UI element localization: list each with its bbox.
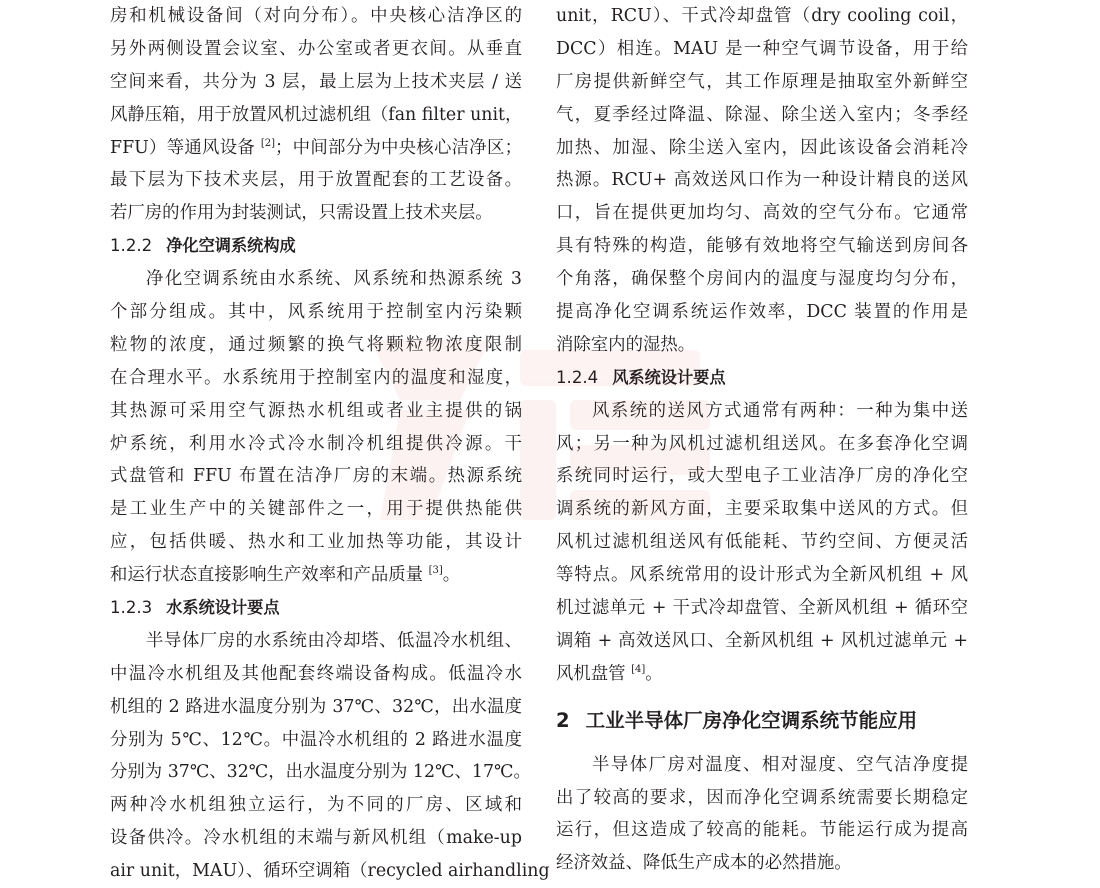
text-line: 式盘管和 FFU 布置在洁净厂房的末端。热源系统 bbox=[110, 466, 522, 487]
text-line: unit，RCU）、干式冷却盘管（dry cooling coil， bbox=[556, 6, 968, 26]
text-line: 炉系统，利用水冷式冷水制冷机组提供冷源。干 bbox=[110, 433, 522, 454]
text-line: 分别为 37℃、32℃，出水温度分别为 12℃、17℃。 bbox=[110, 762, 531, 783]
heading-number: 1.2.4 bbox=[556, 367, 599, 387]
citation-ref: [2] bbox=[260, 137, 276, 149]
text-line: 若厂房的作用为封装测试，只需设置上技术夹层。 bbox=[110, 203, 493, 224]
text-line: 机过滤单元 + 干式冷却盘管、全新风机组 + 循环空 bbox=[556, 598, 968, 619]
text-line: 风机过滤机组送风有低能耗、节约空间、方便灵活 bbox=[556, 532, 968, 553]
citation-ref: [3] bbox=[428, 565, 443, 577]
subsection-heading-1-2-3 bbox=[110, 592, 522, 625]
text-line: 应，包括供暖、热水和工业加热等功能，其设计 bbox=[110, 532, 522, 553]
heading-title: 风系统设计要点 bbox=[612, 367, 726, 387]
text-segment: ；中间部分为中央核心洁净区； bbox=[275, 137, 522, 158]
text-line: DCC）相连。MAU 是一种空气调节设备，用于给 bbox=[556, 38, 968, 59]
text-line: 半导体厂房的水系统由冷却塔、低温冷水机组、 bbox=[146, 630, 522, 651]
text-line: 加热、加湿、除尘送入室内，因此该设备会消耗冷 bbox=[556, 137, 968, 158]
subsection-heading-1-2-2 bbox=[110, 230, 522, 263]
text-segment: 风机盘管 bbox=[556, 663, 626, 684]
text-line: 其热源可采用空气源热水机组或者业主提供的锅 bbox=[110, 400, 522, 421]
text-line: 气，夏季经过降温、除湿、除尘送入室内；冬季经 bbox=[556, 104, 968, 125]
left-column bbox=[110, 0, 550, 888]
text-line: 调系统的新风方面，主要采取集中送风的方式。但 bbox=[556, 499, 968, 520]
text-line: 风静压箱，用于放置风机过滤机组（fan filter unit， bbox=[110, 104, 523, 125]
text-line: air unit，MAU）、循环空调箱（recycled airhandling bbox=[110, 861, 550, 882]
text-line: 提高净化空调系统运作效率，DCC 装置的作用是 bbox=[556, 302, 968, 323]
section-heading-2 bbox=[556, 693, 968, 749]
text-line: 个角落，确保整个房间内的温度与湿度均匀分布， bbox=[556, 269, 968, 290]
text-line: 机组的 2 路进水温度分别为 37℃、32℃，出水温度 bbox=[110, 696, 522, 717]
text-line: 设备供冷。冷水机组的末端与新风机组（make-up bbox=[110, 828, 522, 849]
text-line: 分别为 5℃、12℃。中温冷水机组的 2 路进水温度 bbox=[110, 729, 522, 750]
right-column bbox=[556, 0, 968, 880]
text-line bbox=[110, 132, 522, 165]
text-line: 厂房提供新鲜空气，其工作原理是抽取室外新鲜空 bbox=[556, 71, 968, 92]
text-line bbox=[110, 559, 522, 592]
text-line: 两种冷水机组独立运行，为不同的厂房、区域和 bbox=[110, 795, 522, 816]
heading-number: 2 bbox=[556, 708, 570, 732]
text-segment: FFU）等通风设备 bbox=[110, 137, 256, 158]
heading-number: 1.2.3 bbox=[110, 598, 153, 618]
text-line: 另外两侧设置会议室、办公室或者更衣间。从垂直 bbox=[110, 38, 522, 59]
text-line: 是工业生产中的关键部件之一，用于提供热能供 bbox=[110, 499, 522, 520]
heading-number: 1.2.2 bbox=[110, 236, 153, 256]
text-line: 在合理水平。水系统用于控制室内的温度和湿度， bbox=[110, 367, 522, 388]
text-line: 房和机械设备间（对向分布）。中央核心洁净区的 bbox=[110, 6, 522, 26]
text-line: 等特点。风系统常用的设计形式为全新风机组 + 风 bbox=[556, 565, 968, 586]
text-line: 风；另一种为风机过滤机组送风。在多套净化空调 bbox=[556, 433, 968, 454]
text-line: 半导体厂房对温度、相对湿度、空气洁净度提 bbox=[592, 754, 968, 775]
text-line: 消除室内的湿热。 bbox=[556, 334, 696, 355]
text-line: 调箱 + 高效送风口、全新风机组 + 风机过滤单元 + bbox=[556, 630, 968, 651]
heading-title: 净化空调系统构成 bbox=[166, 236, 296, 256]
text-line: 热源。RCU+ 高效送风口作为一种设计精良的送风 bbox=[556, 170, 968, 191]
text-line: 空间来看，共分为 3 层，最上层为上技术夹层 / 送 bbox=[110, 71, 522, 92]
text-segment: 。 bbox=[645, 663, 663, 684]
text-line: 口，旨在提供更加均匀、高效的空气分布。它通常 bbox=[556, 203, 968, 224]
text-segment: 和运行状态直接影响生产效率和产品质量 bbox=[110, 565, 424, 586]
text-line: 中温冷水机组及其他配套终端设备构成。低温冷水 bbox=[110, 663, 522, 684]
subsection-heading-1-2-4 bbox=[556, 362, 968, 395]
text-line: 最下层为下技术夹层，用于放置配套的工艺设备。 bbox=[110, 170, 522, 191]
text-line: 运行，但这造成了较高的能耗。节能运行成为提高 bbox=[556, 820, 968, 841]
text-line: 风系统的送风方式通常有两种：一种为集中送 bbox=[592, 400, 968, 421]
heading-title: 水系统设计要点 bbox=[166, 598, 280, 618]
text-line: 净化空调系统由水系统、风系统和热源系统 3 bbox=[146, 269, 522, 290]
text-line bbox=[556, 658, 968, 691]
text-line: 出了较高的要求，因而净化空调系统需要长期稳定 bbox=[556, 787, 968, 808]
text-line: 经济效益、降低生产成本的必然措施。 bbox=[556, 853, 852, 874]
citation-ref: [4] bbox=[631, 664, 646, 676]
text-segment: 。 bbox=[442, 565, 461, 586]
heading-title: 工业半导体厂房净化空调系统节能应用 bbox=[585, 708, 918, 732]
text-line: 粒物的浓度，通过频繁的换气将颗粒物浓度限制 bbox=[110, 334, 522, 355]
text-line: 具有特殊的构造，能够有效地将空气输送到房间各 bbox=[556, 236, 968, 257]
text-line: 系统同时运行，或大型电子工业洁净厂房的净化空 bbox=[556, 466, 968, 487]
text-line: 个部分组成。其中，风系统用于控制室内污染颗 bbox=[110, 302, 522, 323]
